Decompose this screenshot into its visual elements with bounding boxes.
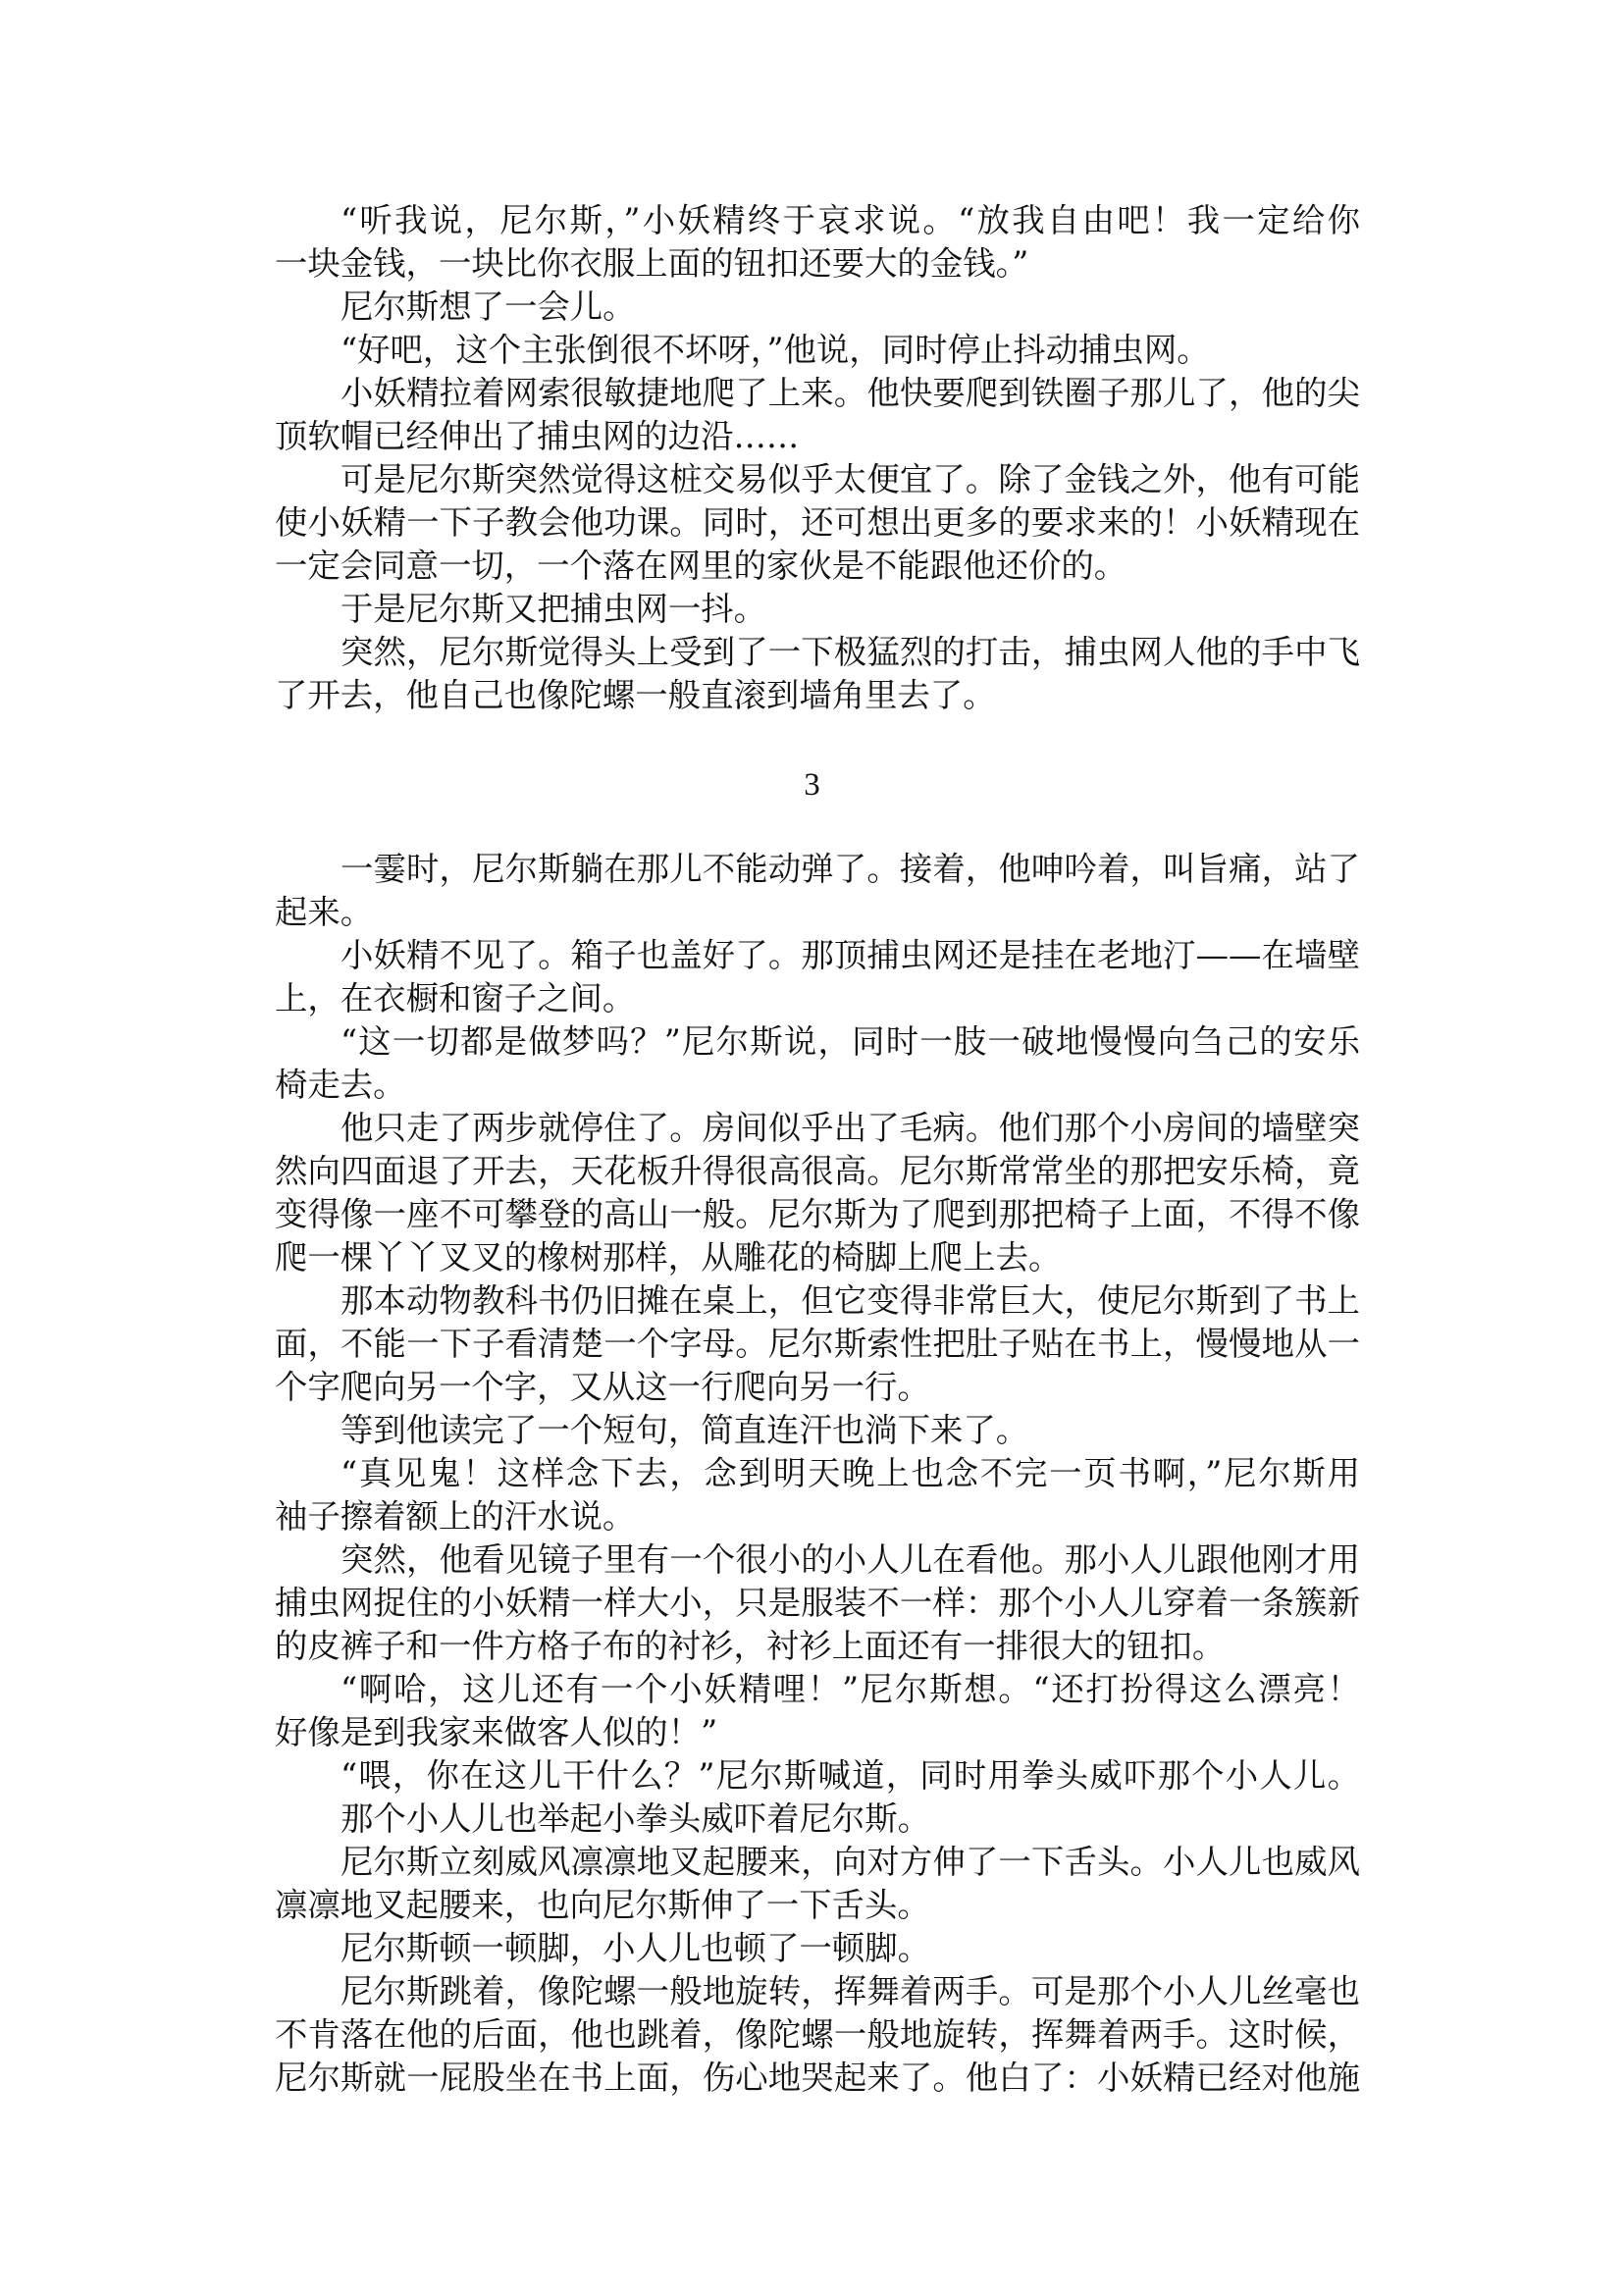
paragraph bbox=[275, 199, 1360, 286]
text-line: 等到他读完了一个短句，简直连汗也淌下来了。 bbox=[341, 1411, 1029, 1449]
paragraph bbox=[275, 1020, 1360, 1107]
paragraph bbox=[275, 1970, 1360, 2100]
text-line: 尼尔斯想了一会儿。 bbox=[341, 287, 636, 326]
paragraph bbox=[275, 934, 1360, 1020]
text-line: “真见鬼！这样念下去，念到明天晚上也念不完一页书啊，”尼尔斯用 bbox=[341, 1454, 1360, 1492]
text-line: “喂，你在这儿干什么？”尼尔斯喊道，同时用拳头威吓那个小人儿。 bbox=[341, 1756, 1360, 1795]
text-line: 的皮裤子和一件方格子布的衬衫，衬衫上面还有一排很大的钮扣。 bbox=[275, 1627, 1226, 1665]
text-line: 小妖精拉着网索很敏捷地爬了上来。他快要爬到铁圈子那儿了，他的尖 bbox=[341, 374, 1360, 412]
text-line: 小妖精不见了。箱子也盖好了。那顶捕虫网还是挂在老地汀——在墙壁 bbox=[341, 936, 1360, 974]
text-line: 突然，他看见镜子里有一个很小的小人儿在看他。那小人儿跟他刚才用 bbox=[341, 1540, 1360, 1579]
paragraph bbox=[275, 1798, 1360, 1841]
text-line: 尼尔斯就一屁股坐在书上面，伤心地哭起来了。他白了：小妖精已经对他施 bbox=[275, 2059, 1360, 2097]
text-line: 起来。 bbox=[275, 893, 374, 931]
text-line: 一块金钱，一块比你衣服上面的钮扣还要大的金钱。” bbox=[275, 244, 1029, 283]
text-line: 变得像一座不可攀登的高山一般。尼尔斯为了爬到那把椅子上面，不得不像 bbox=[275, 1195, 1360, 1233]
paragraph bbox=[275, 1538, 1360, 1668]
section-heading: 3 bbox=[804, 767, 820, 803]
text-line: 使小妖精一下子教会他功课。同时，还可想出更多的要求来的！小妖精现在 bbox=[275, 503, 1360, 542]
text-line: 尼尔斯顿一顿脚，小人儿也顿了一顿脚。 bbox=[341, 1929, 931, 1967]
text-line: 了开去，他自己也像陀螺一般直滚到墙角里去了。 bbox=[275, 676, 996, 714]
text-line: 上，在衣橱和窗子之间。 bbox=[275, 979, 636, 1017]
paragraph bbox=[275, 588, 1360, 631]
paragraph bbox=[275, 631, 1360, 717]
text-line: 袖子擦着额上的汗水说。 bbox=[275, 1497, 636, 1536]
text-line: 爬一棵丫丫叉叉的橡树那样，从雕花的椅脚上爬上去。 bbox=[275, 1238, 1062, 1277]
paragraph bbox=[275, 1279, 1360, 1409]
paragraph bbox=[275, 1409, 1360, 1452]
text-line: 尼尔斯立刻威风凛凛地叉起腰来，向对方伸了一下舌头。小人儿也威风 bbox=[341, 1843, 1360, 1881]
paragraph bbox=[275, 1668, 1360, 1754]
text-line: 那个小人儿也举起小拳头威吓着尼尔斯。 bbox=[341, 1799, 931, 1838]
paragraph bbox=[275, 1107, 1360, 1279]
text-line: 不肯落在他的后面，他也跳着，像陀螺一般地旋转，挥舞着两手。这时候， bbox=[275, 2015, 1360, 2054]
paragraph bbox=[275, 1754, 1360, 1798]
paragraph bbox=[275, 1452, 1360, 1538]
paragraph bbox=[275, 458, 1360, 588]
text-line: 一定会同意一切，一个落在网里的家伙是不能跟他还价的。 bbox=[275, 547, 1127, 585]
text-line: 他只走了两步就停住了。房间似乎出了毛病。他们那个小房间的墙壁突 bbox=[341, 1109, 1360, 1147]
text-line: 椅走去。 bbox=[275, 1066, 406, 1104]
text-line: 凛凛地叉起腰来，也向尼尔斯伸了一下舌头。 bbox=[275, 1886, 930, 1924]
text-line: 那本动物教科书仍旧摊在桌上，但它变得非常巨大，使尼尔斯到了书上 bbox=[341, 1281, 1360, 1320]
text-line: 个字爬向另一个字，又从这一行爬向另一行。 bbox=[275, 1368, 930, 1406]
text-section-1 bbox=[275, 199, 1360, 717]
text-line: 好像是到我家来做客人似的！” bbox=[275, 1713, 718, 1751]
paragraph bbox=[275, 286, 1360, 329]
text-line: 然向四面退了开去，天花板升得很高很高。尼尔斯常常坐的那把安乐椅，竟 bbox=[275, 1152, 1360, 1190]
text-line: “啊哈，这儿还有一个小妖精哩！”尼尔斯想。“还打扮得这么漂亮！ bbox=[341, 1670, 1360, 1708]
text-line: 可是尼尔斯突然觉得这桩交易似乎太便宜了。除了金钱之外，他有可能 bbox=[341, 460, 1360, 498]
paragraph bbox=[275, 329, 1360, 372]
text-line: 面，不能一下子看清楚一个字母。尼尔斯索性把肚子贴在书上，慢慢地从一 bbox=[275, 1325, 1360, 1363]
paragraph bbox=[275, 848, 1360, 934]
paragraph bbox=[275, 372, 1360, 458]
paragraph bbox=[275, 1841, 1360, 1927]
text-line: “这一切都是做梦吗？”尼尔斯说，同时一肢一破地慢慢向刍己的安乐 bbox=[341, 1022, 1360, 1061]
text-line: 一霎时，尼尔斯躺在那儿不能动弹了。接着，他呻吟着，叫旨痛，站了 bbox=[341, 850, 1360, 888]
text-line: “听我说，尼尔斯，”小妖精终于哀求说。“放我自由吧！我一定给你 bbox=[341, 201, 1360, 239]
text-line: 顶软帽已经伸出了捕虫网的边沿…… bbox=[275, 417, 800, 455]
text-line: 尼尔斯跳着，像陀螺一般地旋转，挥舞着两手。可是那个小人儿丝毫也 bbox=[341, 1972, 1360, 2010]
text-line: 于是尼尔斯又把捕虫网一抖。 bbox=[341, 590, 767, 628]
paragraph bbox=[275, 1927, 1360, 1970]
text-section-2 bbox=[275, 848, 1360, 2100]
text-line: 突然，尼尔斯觉得头上受到了一下极猛烈的打击，捕虫网人他的手中飞 bbox=[341, 633, 1360, 671]
text-line: 捕虫网捉住的小妖精一样大小，只是服装不一样：那个小人儿穿着一条簇新 bbox=[275, 1584, 1360, 1622]
text-line: “好吧，这个主张倒很不坏呀，”他说，同时停止抖动捕虫网。 bbox=[341, 331, 1210, 369]
